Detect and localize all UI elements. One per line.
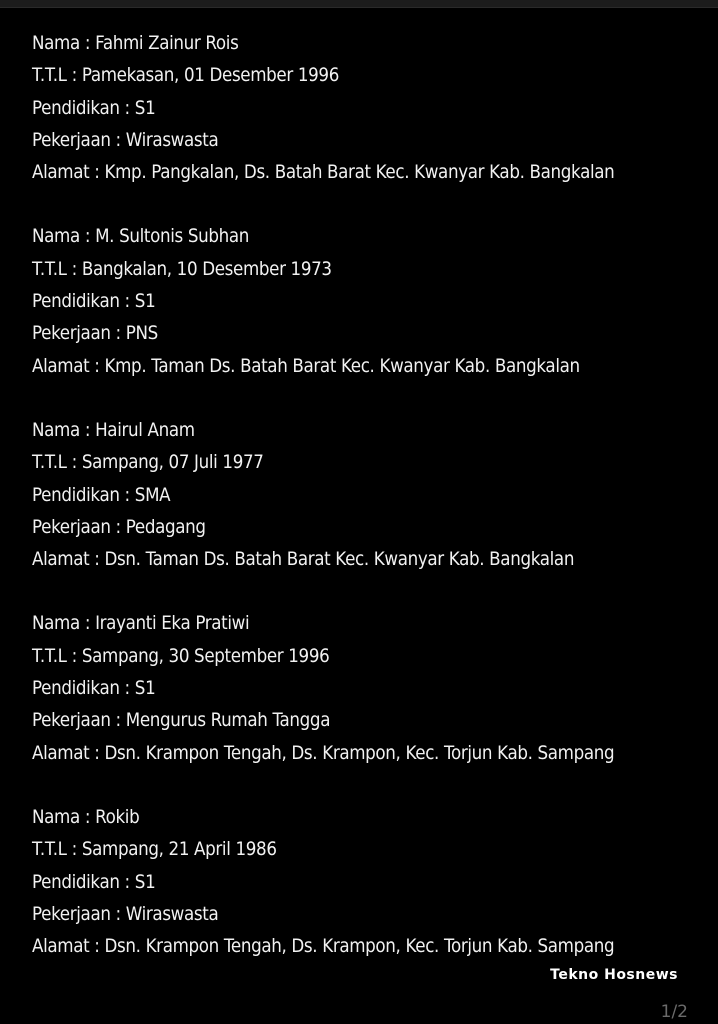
candidate-address: Alamat : Dsn. Krampon Tengah, Ds. Krampon, Kec. Torjun Kab. Sampang: [32, 741, 615, 764]
candidate-entry-1: [32, 27, 702, 188]
candidate-education: Pendidikan : S1: [32, 677, 156, 700]
candidate-name: Nama : M. Sultonis Subhan: [32, 225, 249, 248]
candidate-education: Pendidikan : SMA: [32, 483, 171, 506]
watermark-text: Tekno Hosnews: [550, 967, 678, 983]
top-bar: [0, 0, 718, 8]
candidate-address: Alamat : Kmp. Pangkalan, Ds. Batah Barat Kec. Kwanyar Kab. Bangkalan: [32, 161, 615, 184]
candidate-birth: T.T.L : Sampang, 21 April 1986: [32, 838, 277, 861]
candidate-name: Nama : Hairul Anam: [32, 418, 195, 441]
candidate-address: Alamat : Dsn. Taman Ds. Batah Barat Kec. Kwanyar Kab. Bangkalan: [32, 548, 575, 571]
candidate-birth: T.T.L : Sampang, 07 Juli 1977: [32, 451, 264, 474]
candidate-occupation: Pekerjaan : Pedagang: [32, 515, 206, 538]
candidate-entry-4: [32, 607, 702, 768]
candidate-birth: T.T.L : Bangkalan, 10 Desember 1973: [32, 257, 332, 280]
candidate-list[interactable]: [32, 27, 702, 994]
candidate-birth: T.T.L : Pamekasan, 01 Desember 1996: [32, 64, 339, 87]
candidate-occupation: Pekerjaan : PNS: [32, 322, 158, 345]
candidate-address: Alamat : Kmp. Taman Ds. Batah Barat Kec. Kwanyar Kab. Bangkalan: [32, 354, 580, 377]
candidate-birth: T.T.L : Sampang, 30 September 1996: [32, 644, 330, 667]
candidate-education: Pendidikan : S1: [32, 870, 156, 893]
candidate-entry-3: [32, 414, 702, 575]
page-indicator: 1/2: [660, 1002, 688, 1022]
candidate-name: Nama : Irayanti Eka Pratiwi: [32, 612, 250, 635]
candidate-occupation: Pekerjaan : Mengurus Rumah Tangga: [32, 709, 331, 732]
candidate-education: Pendidikan : S1: [32, 290, 156, 313]
candidate-occupation: Pekerjaan : Wiraswasta: [32, 902, 219, 925]
candidate-name: Nama : Rokib: [32, 805, 140, 828]
candidate-education: Pendidikan : S1: [32, 96, 156, 119]
candidate-occupation: Pekerjaan : Wiraswasta: [32, 128, 219, 151]
candidate-name: Nama : Fahmi Zainur Rois: [32, 32, 239, 54]
candidate-entry-5: [32, 801, 702, 962]
candidate-address: Alamat : Dsn. Krampon Tengah, Ds. Krampon, Kec. Torjun Kab. Sampang: [32, 935, 615, 958]
candidate-entry-2: [32, 220, 702, 381]
